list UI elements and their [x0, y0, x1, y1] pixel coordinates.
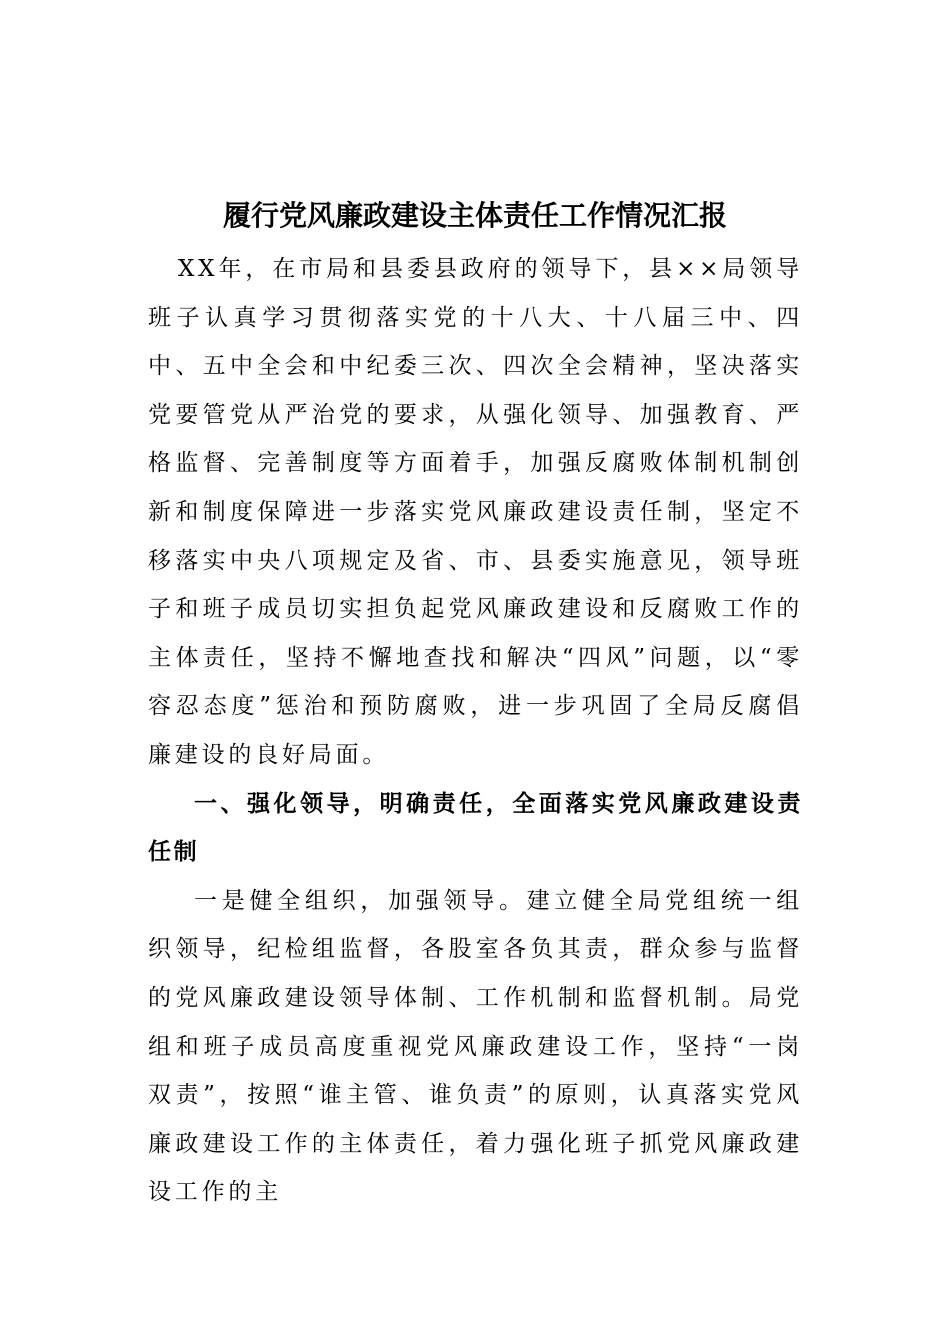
intro-paragraph: XX年，在市局和县委县政府的领导下，县××局领导班子认真学习贯彻落实党的十八大、十八届三中、四中、五中全会和中纪委三次、四次全会精神，坚决落实党要管党从严治党的要求，从强化领导、加强教育、严格监督、完善制度等方面着手，加强反腐败体制机制创新和制度保障进一步落实党风廉政建设责任制，坚定不移落实中央八项规定及省、市、县委实施意见，领导班子和班子成员切实担负起党风廉政建设和反腐败工作的主体责任，坚持不懈地查找和解决“四风”问题，以“零容忍态度”惩治和预防腐败，进一步巩固了全局反腐倡廉建设的良好局面。 [148, 256, 803, 768]
section-paragraph: 一是健全组织，加强领导。建立健全局党组统一组织领导，纪检组监督，各股室各负其责，群众参与监督的党风廉政建设领导体制、工作机制和监督机制。局党组和班子成员高度重视党风廉政建设工作，坚持“一岗双责”，按照“谁主管、谁负责”的原则，认真落实党风廉政建设工作的主体责任，着力强化班子抓党风廉政建设工作的主 [148, 887, 803, 1206]
document-body [148, 245, 803, 1217]
section-heading: 一、强化领导，明确责任，全面落实党风廉政建设责任制 [148, 790, 803, 866]
document-title: 履行党风廉政建设主体责任工作情况汇报 [222, 199, 727, 232]
